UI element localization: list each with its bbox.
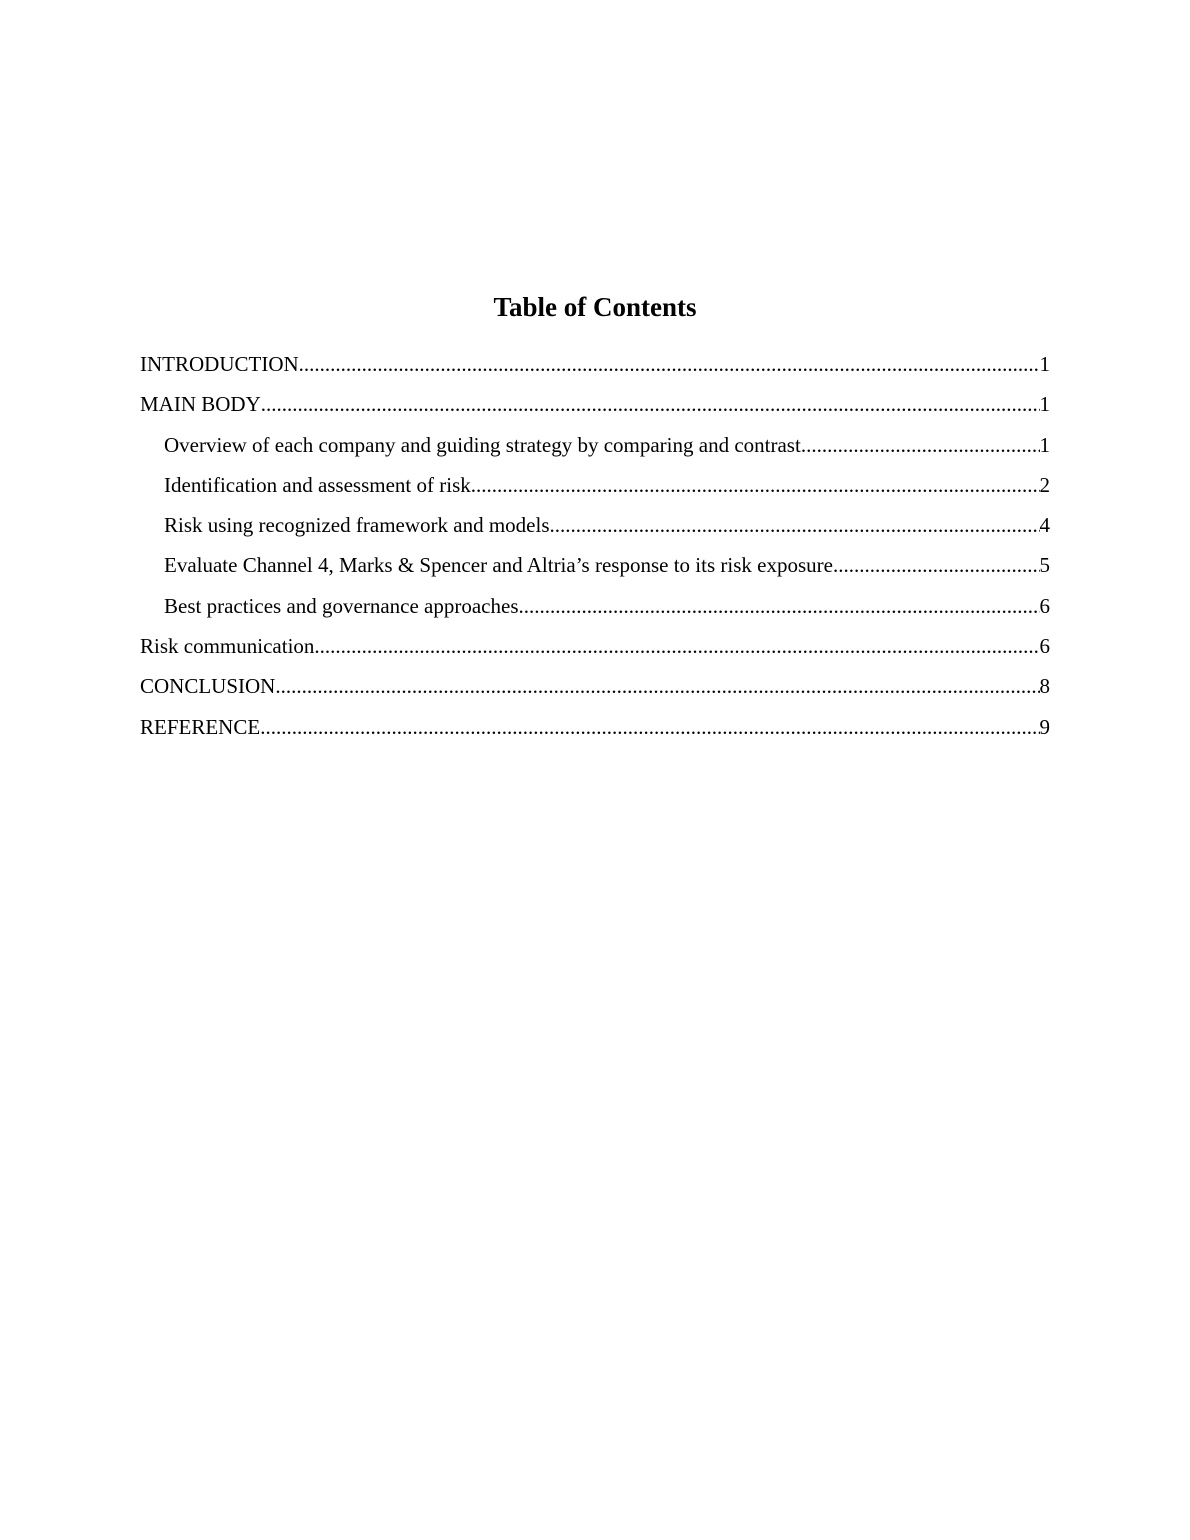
toc-list	[140, 347, 1050, 750]
toc-entry-page-number: 1	[1039, 352, 1050, 376]
toc-entry-introduction[interactable]	[140, 347, 1050, 387]
toc-entry-page-number: 6	[1039, 634, 1050, 659]
toc-entry-label: CONCLUSION	[140, 674, 276, 699]
toc-entry-page-number: 4	[1039, 513, 1050, 538]
toc-dot-leader	[275, 669, 1039, 703]
toc-dot-leader	[261, 387, 1040, 421]
toc-entry-label: Risk communication	[140, 634, 315, 659]
toc-entry-overview[interactable]	[140, 428, 1050, 468]
toc-entry-label: Evaluate Channel 4, Marks & Spencer and Altria’s response to its risk exposure	[164, 553, 833, 578]
toc-entry-conclusion[interactable]	[140, 669, 1050, 709]
toc-entry-label: REFERENCE	[140, 714, 261, 739]
toc-entry-risk-communication[interactable]	[140, 629, 1050, 669]
toc-entry-best-practices[interactable]	[140, 589, 1050, 629]
toc-entry-framework[interactable]	[140, 508, 1050, 548]
toc-entry-label: Risk using recognized framework and models	[164, 513, 550, 538]
toc-dot-leader	[314, 629, 1039, 663]
toc-entry-main-body[interactable]	[140, 387, 1050, 427]
toc-dot-leader	[519, 589, 1040, 623]
toc-entry-page-number: 2	[1039, 472, 1050, 497]
toc-entry-label: INTRODUCTION	[140, 352, 299, 376]
toc-entry-page-number: 9	[1039, 714, 1050, 739]
toc-entry-evaluate[interactable]	[140, 548, 1050, 588]
toc-entry-label: MAIN BODY	[140, 392, 261, 417]
toc-entry-page-number: 1	[1039, 432, 1050, 457]
toc-entry-identification[interactable]	[140, 468, 1050, 508]
toc-entry-page-number: 5	[1039, 553, 1050, 578]
toc-entry-label: Overview of each company and guiding strategy by comparing and contrast	[164, 432, 801, 457]
toc-dot-leader	[471, 468, 1040, 502]
toc-entry-label: Identification and assessment of risk	[164, 472, 471, 497]
toc-dot-leader	[260, 710, 1039, 744]
toc-entry-page-number: 1	[1039, 392, 1050, 417]
toc-dot-leader	[550, 508, 1040, 542]
toc-entry-page-number: 8	[1039, 674, 1050, 699]
toc-entry-reference[interactable]	[140, 710, 1050, 750]
toc-entry-label: Best practices and governance approaches	[164, 593, 519, 618]
toc-title: Table of Contents	[493, 292, 697, 322]
toc-dot-leader	[833, 548, 1040, 582]
toc-dot-leader	[801, 428, 1040, 462]
toc-entry-page-number: 6	[1039, 593, 1050, 618]
toc-dot-leader	[299, 347, 1040, 381]
